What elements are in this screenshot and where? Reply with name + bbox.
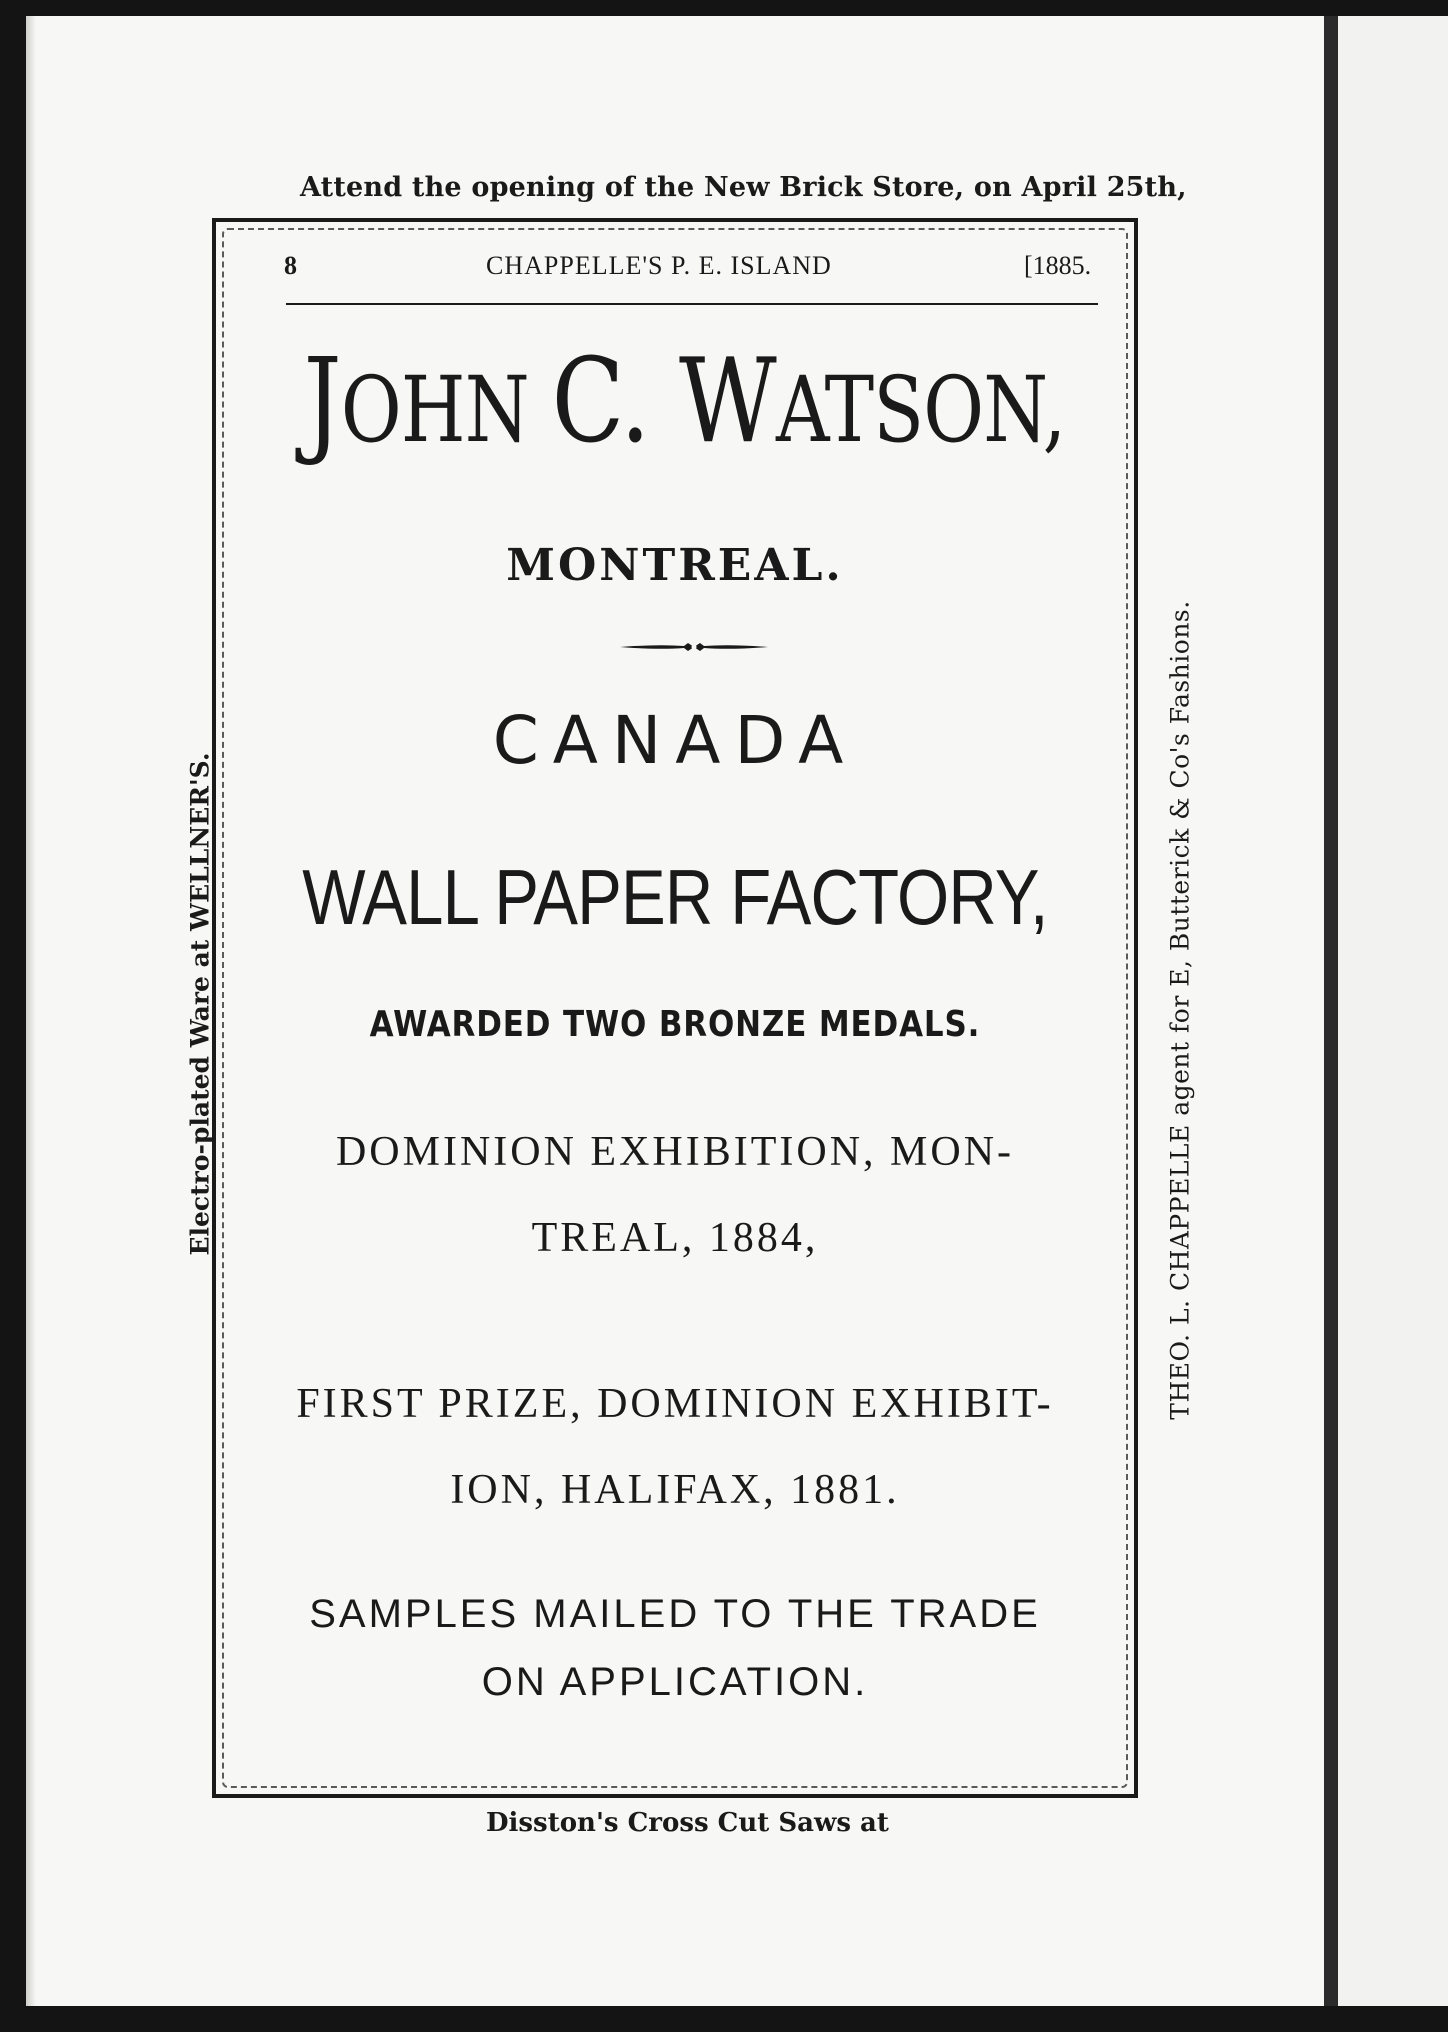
company-name-line1: CANADA bbox=[492, 702, 858, 779]
advertiser-city: MONTREAL. bbox=[506, 540, 844, 591]
closing-line1: SAMPLES MAILED TO THE TRADE bbox=[309, 1592, 1041, 1636]
page-binding-edge bbox=[1324, 16, 1338, 2006]
closing-line2: ON APPLICATION. bbox=[481, 1660, 869, 1704]
left-margin-advert: Electro-plated Ware at WELLNER'S. bbox=[185, 752, 215, 1256]
right-margin-advert: THEO. L. CHAPPELLE agent for E, Butterick & Co's Fashions. bbox=[1165, 600, 1195, 1420]
award1-line2: TREAL, 1884, bbox=[531, 1215, 819, 1261]
award2-line1: FIRST PRIZE, DOMINION EXHIBIT- bbox=[296, 1381, 1054, 1427]
bottom-margin-advert: Disston's Cross Cut Saws at bbox=[486, 1808, 889, 1838]
header-rule bbox=[286, 303, 1098, 305]
page-number: 8 bbox=[284, 251, 297, 280]
top-margin-advert: Attend the opening of the New Brick Store, on April 25th, bbox=[300, 172, 1187, 203]
ornament-divider-icon bbox=[618, 640, 770, 654]
award1-line1: DOMINION EXHIBITION, MON- bbox=[335, 1129, 1015, 1175]
awards-heading: AWARDED TWO BRONZE MEDALS. bbox=[369, 1004, 981, 1045]
page-left-shadow bbox=[26, 16, 36, 2006]
award2-line2: ION, HALIFAX, 1881. bbox=[450, 1467, 900, 1513]
running-year: [1885. bbox=[1024, 251, 1092, 280]
company-name-line2: WALL PAPER FACTORY, bbox=[302, 853, 1048, 941]
running-title: CHAPPELLE'S P. E. ISLAND bbox=[486, 251, 832, 280]
advertiser-name: JOHN C. WATSON, bbox=[303, 334, 1066, 469]
adjacent-page-edge bbox=[1338, 16, 1448, 2006]
